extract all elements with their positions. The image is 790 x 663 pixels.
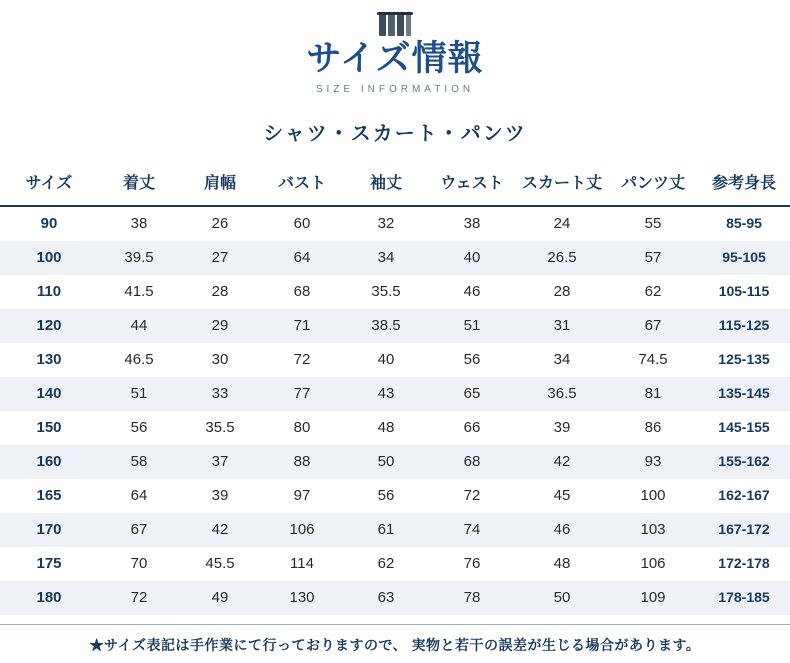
cell-bust: 72 xyxy=(293,350,311,368)
column-header-reference-height: 参考身長 xyxy=(698,160,790,206)
cell-pants-length: 109 xyxy=(640,588,666,606)
cell-sleeve: 63 xyxy=(377,588,395,606)
cell-shoulder: 39 xyxy=(211,486,229,504)
cell-waist: 68 xyxy=(463,452,481,470)
cell-shoulder: 45.5 xyxy=(205,554,235,572)
cell-bust: 106 xyxy=(289,520,315,538)
cell-bust: 71 xyxy=(293,316,311,334)
cell-reference-height: 105-115 xyxy=(718,283,770,299)
cell-bust: 130 xyxy=(289,588,315,606)
cell-sleeve: 34 xyxy=(377,248,395,266)
cell-pants-length: 67 xyxy=(644,316,662,334)
cell-pants-length: 62 xyxy=(644,282,662,300)
cell-length: 51 xyxy=(130,384,148,402)
cell-length: 46.5 xyxy=(124,350,154,368)
table-row xyxy=(0,581,790,615)
cell-sleeve: 61 xyxy=(377,520,395,538)
cell-sleeve: 56 xyxy=(377,486,395,504)
cell-size: 150 xyxy=(36,418,62,436)
column-header-pants-length: パンツ丈 xyxy=(608,160,698,206)
table-row xyxy=(0,343,790,377)
cell-skirt-length: 39 xyxy=(553,418,571,436)
cell-waist: 40 xyxy=(463,248,481,266)
cell-sleeve: 32 xyxy=(377,214,395,232)
cell-sleeve: 38.5 xyxy=(371,316,401,334)
cell-length: 67 xyxy=(130,520,148,538)
table-row xyxy=(0,479,790,513)
cell-skirt-length: 46 xyxy=(553,520,571,538)
cell-bust: 88 xyxy=(293,452,311,470)
cell-reference-height: 135-145 xyxy=(718,385,770,401)
cell-bust: 60 xyxy=(293,214,311,232)
cell-skirt-length: 48 xyxy=(553,554,571,572)
cell-waist: 76 xyxy=(463,554,481,572)
section-title: シャツ・スカート・パンツ xyxy=(263,122,527,145)
table-row xyxy=(0,275,790,309)
clothes-hanger-icon xyxy=(375,12,415,38)
cell-waist: 72 xyxy=(463,486,481,504)
table-row xyxy=(0,309,790,343)
disclaimer-note: ★サイズ表記は手作業にて行っておりますので、 実物と若干の誤差が生じる場合があります。 xyxy=(0,624,790,655)
cell-waist: 46 xyxy=(463,282,481,300)
cell-sleeve: 50 xyxy=(377,452,395,470)
cell-bust: 97 xyxy=(293,486,311,504)
table-header xyxy=(0,160,790,206)
cell-length: 72 xyxy=(130,588,148,606)
cell-length: 44 xyxy=(130,316,148,334)
cell-pants-length: 86 xyxy=(644,418,662,436)
cell-pants-length: 106 xyxy=(640,554,666,572)
cell-length: 41.5 xyxy=(124,282,154,300)
cell-shoulder: 33 xyxy=(211,384,229,402)
cell-reference-height: 167-172 xyxy=(718,521,770,537)
table-row xyxy=(0,241,790,275)
cell-shoulder: 30 xyxy=(211,350,229,368)
cell-pants-length: 57 xyxy=(644,248,662,266)
cell-reference-height: 85-95 xyxy=(726,215,762,231)
cell-size: 175 xyxy=(36,554,62,572)
cell-length: 70 xyxy=(130,554,148,572)
cell-bust: 68 xyxy=(293,282,311,300)
cell-shoulder: 37 xyxy=(211,452,229,470)
cell-reference-height: 172-178 xyxy=(718,555,770,571)
cell-waist: 51 xyxy=(463,316,481,334)
column-header-sleeve: 袖丈 xyxy=(344,160,428,206)
cell-size: 140 xyxy=(36,384,62,402)
table-row xyxy=(0,445,790,479)
cell-reference-height: 95-105 xyxy=(722,249,766,265)
cell-reference-height: 155-162 xyxy=(718,453,770,469)
column-header-waist: ウェスト xyxy=(428,160,516,206)
cell-pants-length: 103 xyxy=(640,520,666,538)
cell-size: 90 xyxy=(40,214,58,232)
cell-pants-length: 81 xyxy=(644,384,662,402)
cell-sleeve: 35.5 xyxy=(371,282,401,300)
cell-sleeve: 40 xyxy=(377,350,395,368)
cell-shoulder: 29 xyxy=(211,316,229,334)
cell-reference-height: 115-125 xyxy=(718,317,770,333)
cell-bust: 114 xyxy=(290,554,314,572)
cell-reference-height: 162-167 xyxy=(718,487,770,503)
cell-shoulder: 27 xyxy=(211,248,229,266)
cell-waist: 38 xyxy=(463,214,481,232)
page-header xyxy=(0,0,790,146)
cell-sleeve: 48 xyxy=(377,418,395,436)
cell-shoulder: 26 xyxy=(211,214,229,232)
cell-sleeve: 43 xyxy=(377,384,395,402)
page-title: サイズ情報 xyxy=(306,39,484,78)
cell-skirt-length: 26.5 xyxy=(547,248,577,266)
table-header-row xyxy=(0,160,790,206)
cell-size: 130 xyxy=(36,350,62,368)
cell-length: 38 xyxy=(130,214,148,232)
cell-skirt-length: 28 xyxy=(553,282,571,300)
cell-length: 58 xyxy=(130,452,148,470)
cell-shoulder: 42 xyxy=(211,520,229,538)
cell-pants-length: 74.5 xyxy=(638,350,668,368)
cell-size: 110 xyxy=(36,282,62,300)
cell-bust: 77 xyxy=(293,384,311,402)
column-header-size: サイズ xyxy=(0,160,98,206)
cell-skirt-length: 42 xyxy=(553,452,571,470)
cell-skirt-length: 36.5 xyxy=(547,384,577,402)
cell-skirt-length: 34 xyxy=(553,350,571,368)
cell-shoulder: 49 xyxy=(211,588,229,606)
page-subtitle: SIZE INFORMATION xyxy=(315,83,475,95)
column-header-length: 着丈 xyxy=(98,160,180,206)
cell-skirt-length: 50 xyxy=(553,588,571,606)
cell-waist: 78 xyxy=(463,588,481,606)
size-chart-table xyxy=(0,160,790,615)
cell-bust: 64 xyxy=(293,248,311,266)
table-row xyxy=(0,411,790,445)
cell-skirt-length: 24 xyxy=(553,214,571,232)
column-header-shoulder: 肩幅 xyxy=(180,160,260,206)
cell-pants-length: 55 xyxy=(644,214,662,232)
cell-size: 180 xyxy=(36,588,62,606)
cell-waist: 65 xyxy=(463,384,481,402)
table-row xyxy=(0,513,790,547)
table-body xyxy=(0,206,790,615)
cell-length: 56 xyxy=(130,418,148,436)
cell-skirt-length: 31 xyxy=(553,316,571,334)
column-header-bust: バスト xyxy=(260,160,344,206)
cell-size: 165 xyxy=(36,486,62,504)
cell-pants-length: 93 xyxy=(644,452,662,470)
cell-size: 100 xyxy=(36,248,62,266)
cell-reference-height: 145-155 xyxy=(718,419,770,435)
cell-shoulder: 35.5 xyxy=(205,418,235,436)
cell-length: 64 xyxy=(130,486,148,504)
cell-length: 39.5 xyxy=(124,248,154,266)
column-header-skirt-length: スカート丈 xyxy=(516,160,608,206)
cell-waist: 56 xyxy=(463,350,481,368)
cell-shoulder: 28 xyxy=(211,282,229,300)
cell-bust: 80 xyxy=(293,418,311,436)
table-row xyxy=(0,377,790,411)
cell-reference-height: 125-135 xyxy=(718,351,770,367)
cell-sleeve: 62 xyxy=(377,554,395,572)
cell-size: 160 xyxy=(36,452,62,470)
cell-skirt-length: 45 xyxy=(553,486,571,504)
cell-reference-height: 178-185 xyxy=(718,589,770,605)
cell-waist: 66 xyxy=(463,418,481,436)
cell-waist: 74 xyxy=(463,520,481,538)
cell-size: 120 xyxy=(36,316,62,334)
table-row xyxy=(0,206,790,241)
cell-size: 170 xyxy=(36,520,62,538)
cell-pants-length: 100 xyxy=(640,486,666,504)
table-row xyxy=(0,547,790,581)
